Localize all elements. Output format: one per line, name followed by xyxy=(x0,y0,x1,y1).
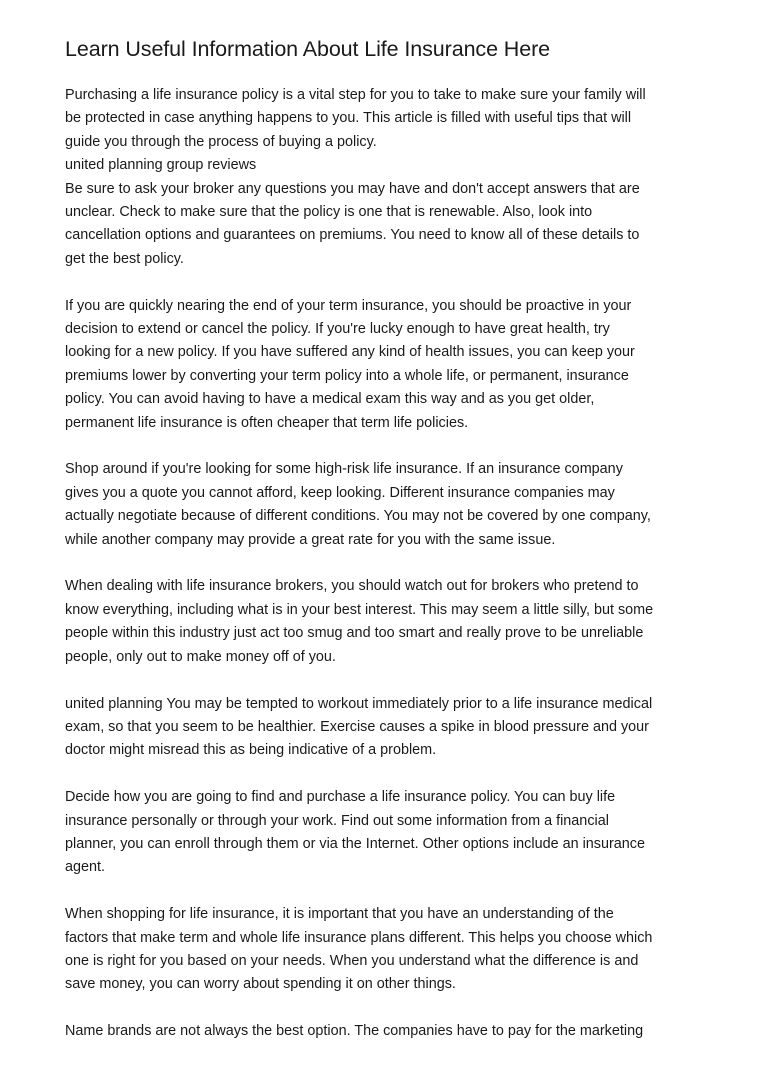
paragraph-medical-exam xyxy=(65,693,705,763)
text-line: policy. You can avoid having to have a medical exam this way and as you get older, xyxy=(65,391,595,408)
text-line: If you are quickly nearing the end of your term insurance, you should be proactive in your xyxy=(65,297,632,314)
document-page xyxy=(65,34,705,1044)
text-line: guide you through the process of buying a policy. xyxy=(65,133,377,150)
paragraph-brokers xyxy=(65,575,705,669)
text-line: Decide how you are going to find and purchase a life insurance policy. You can buy life xyxy=(65,789,616,806)
text-line: When shopping for life insurance, it is important that you have an understanding of the xyxy=(65,906,614,923)
text-line: agent. xyxy=(65,859,106,876)
text-line: actually negotiate because of different conditions. You may not be covered by one company, xyxy=(65,508,651,525)
paragraph-name-brands xyxy=(65,1020,705,1043)
text-line: get the best policy. xyxy=(65,250,184,267)
text-line: Name brands are not always the best option. The companies have to pay for the marketing xyxy=(65,1023,644,1040)
text-line: be protected in case anything happens to you. This article is filled with useful tips that will xyxy=(65,110,632,127)
paragraph-term-vs-whole xyxy=(65,903,705,997)
text-line: people, only out to make money off of you. xyxy=(65,648,336,665)
text-line: planner, you can enroll through them or via the Internet. Other options include an insurance xyxy=(65,835,645,852)
text-line: Be sure to ask your broker any questions you may have and don't accept answers that are xyxy=(65,180,640,197)
paragraph-high-risk xyxy=(65,458,705,552)
paragraph-term-insurance xyxy=(65,295,705,435)
text-line: gives you a quote you cannot afford, keep looking. Different insurance companies may xyxy=(65,484,615,501)
text-line: Shop around if you're looking for some high-risk life insurance. If an insurance company xyxy=(65,461,623,478)
text-line: unclear. Check to make sure that the policy is one that is renewable. Also, look into xyxy=(65,204,593,221)
text-line: save money, you can worry about spending it on other things. xyxy=(65,976,456,993)
text-line: cancellation options and guarantees on premiums. You need to know all of these details to xyxy=(65,227,640,244)
text-line: one is right for you based on your needs. When you understand what the difference is and xyxy=(65,952,639,969)
text-line: When dealing with life insurance brokers, you should watch out for brokers who pretend to xyxy=(65,578,639,595)
text-line: united planning You may be tempted to workout immediately prior to a life insurance medical xyxy=(65,695,653,712)
text-line: know everything, including what is in your best interest. This may seem a little silly, but some xyxy=(65,601,654,618)
document-title: Learn Useful Information About Life Insurance Here xyxy=(65,37,551,61)
text-line: factors that make term and whole life insurance plans different. This helps you choose which xyxy=(65,929,653,946)
text-line: permanent life insurance is often cheaper that term life policies. xyxy=(65,414,469,431)
text-line: while another company may provide a great rate for you with the same issue. xyxy=(65,531,556,548)
text-line: looking for a new policy. If you have suffered any kind of health issues, you can keep your xyxy=(65,344,635,361)
text-line: insurance personally or through your work. Find out some information from a financial xyxy=(65,812,609,829)
paragraph-broker-questions xyxy=(65,154,705,271)
paragraph-purchase-method xyxy=(65,786,705,880)
text-line: united planning group reviews xyxy=(65,157,257,174)
text-line: Purchasing a life insurance policy is a vital step for you to take to make sure your family will xyxy=(65,87,646,103)
text-line: premiums lower by converting your term policy into a whole life, or permanent, insurance xyxy=(65,367,629,384)
text-line: decision to extend or cancel the policy. If you're lucky enough to have great health, try xyxy=(65,321,610,338)
text-line: exam, so that you seem to be healthier. Exercise causes a spike in blood pressure and your xyxy=(65,718,649,735)
paragraph-intro xyxy=(65,84,705,154)
text-line: doctor might misread this as being indicative of a problem. xyxy=(65,742,437,759)
text-line: people within this industry just act too smug and too smart and really prove to be unreliable xyxy=(65,625,644,642)
